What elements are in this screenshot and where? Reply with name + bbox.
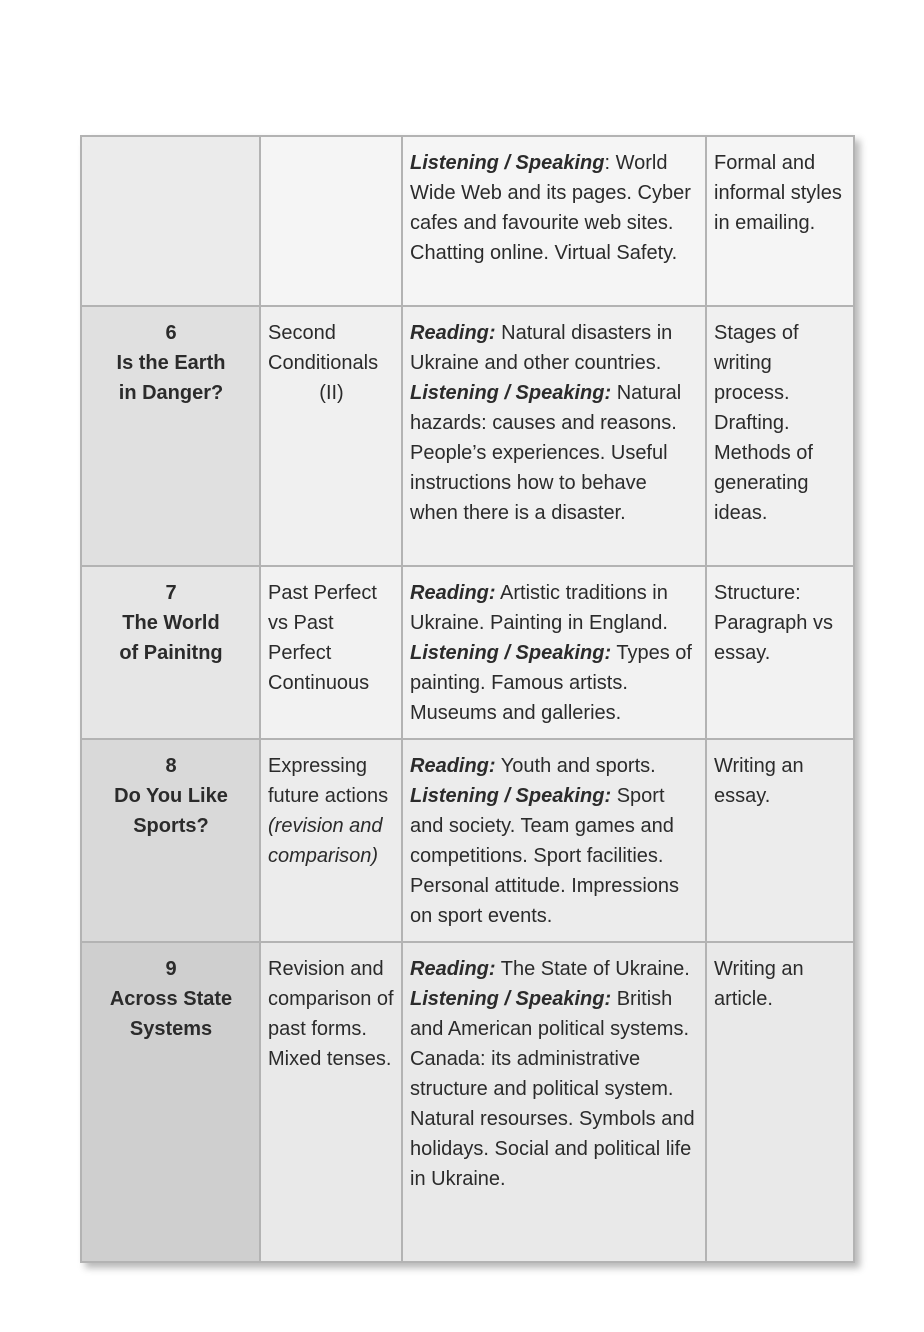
- content-cell: [402, 942, 706, 1262]
- skill-text: Natural hazards: causes and reasons. People’s experiences. Useful instructions how to behave when there is a disaster.: [410, 382, 682, 524]
- unit-number: 9: [165, 958, 177, 980]
- syllabus-table: [80, 135, 855, 1263]
- skill-label: Reading:: [410, 322, 496, 344]
- unit-cell: [81, 566, 260, 739]
- unit-title-line: Sports?: [133, 815, 209, 837]
- grammar-text-italic: (revision and comparison): [268, 815, 383, 867]
- table-row: [81, 136, 854, 306]
- grammar-cell: [260, 739, 402, 942]
- skill-label: Listening / Speaking:: [410, 382, 612, 404]
- writing-text: Writing an essay.: [714, 755, 804, 807]
- grammar-cell: [260, 566, 402, 739]
- skill-label: Listening / Speaking: [410, 152, 605, 174]
- grammar-cell: [260, 942, 402, 1262]
- writing-text: Formal and informal styles in emailing.: [714, 152, 842, 234]
- unit-cell: [81, 136, 260, 306]
- writing-cell: [706, 566, 854, 739]
- unit-title-line: of Painitng: [119, 642, 223, 664]
- skill-label: Reading:: [410, 582, 496, 604]
- skill-label: Listening / Speaking:: [410, 988, 612, 1010]
- unit-number: 6: [165, 322, 177, 344]
- unit-title-line: Across State: [109, 988, 233, 1010]
- unit-cell: [81, 306, 260, 566]
- skill-text: British and American political systems. Canada: its administrative structure and political system. Natural resourses. Symbols and holidays. Social and political life in Ukraine.: [410, 988, 695, 1190]
- table-row: [81, 566, 854, 739]
- grammar-text: Expressing future actions: [268, 755, 389, 807]
- content-cell: [402, 739, 706, 942]
- writing-cell: [706, 136, 854, 306]
- unit-number: 7: [165, 582, 177, 604]
- grammar-text: Past Perfect vs Past Perfect Continuous: [268, 582, 377, 694]
- writing-text: Writing an article.: [714, 958, 804, 1010]
- unit-title-line: Do You Like: [114, 785, 228, 807]
- skill-label: Listening / Speaking:: [410, 785, 612, 807]
- skill-text: Types of painting. Famous artists. Museums and galleries.: [410, 642, 692, 724]
- unit-title-line: in Danger?: [118, 382, 224, 404]
- unit-title-line: Systems: [129, 1018, 213, 1040]
- unit-number: 8: [165, 755, 177, 777]
- content-cell: [402, 306, 706, 566]
- grammar-text: Mixed tenses.: [268, 1048, 392, 1070]
- skill-text: The State of Ukraine.: [500, 958, 690, 980]
- skill-text: World Wide Web and its pages. Cyber cafes and favourite web sites. Chatting online. Virtual Safety.: [410, 152, 691, 264]
- grammar-text-centered: (II): [319, 382, 344, 404]
- writing-text: Stages of writing process. Drafting. Methods of generating ideas.: [714, 322, 813, 524]
- skill-label: Listening / Speaking:: [410, 642, 612, 664]
- skill-text: Youth and sports.: [500, 755, 656, 777]
- skill-label: Reading:: [410, 755, 496, 777]
- table-row: [81, 739, 854, 942]
- grammar-cell: [260, 136, 402, 306]
- content-cell: [402, 566, 706, 739]
- grammar-text: Second Conditionals: [268, 322, 379, 374]
- writing-text: Structure: Paragraph vs essay.: [714, 582, 833, 664]
- skill-label: Reading:: [410, 958, 496, 980]
- skill-text: Natural disasters in Ukraine and other countries.: [410, 322, 673, 374]
- table-row: [81, 942, 854, 1262]
- writing-cell: [706, 306, 854, 566]
- writing-cell: [706, 739, 854, 942]
- unit-title-line: The World: [122, 612, 220, 634]
- grammar-cell: [260, 306, 402, 566]
- skill-sep: :: [604, 152, 616, 174]
- grammar-text: Revision and comparison of past forms.: [268, 958, 394, 1040]
- skill-text: Sport and society. Team games and competitions. Sport facilities. Personal attitude. Impressions on sport events.: [410, 785, 680, 927]
- table-row: [81, 306, 854, 566]
- unit-cell: [81, 942, 260, 1262]
- content-cell: [402, 136, 706, 306]
- skill-text: Artistic traditions in Ukraine. Painting in England.: [410, 582, 668, 634]
- unit-cell: [81, 739, 260, 942]
- writing-cell: [706, 942, 854, 1262]
- unit-title-line: Is the Earth: [116, 352, 226, 374]
